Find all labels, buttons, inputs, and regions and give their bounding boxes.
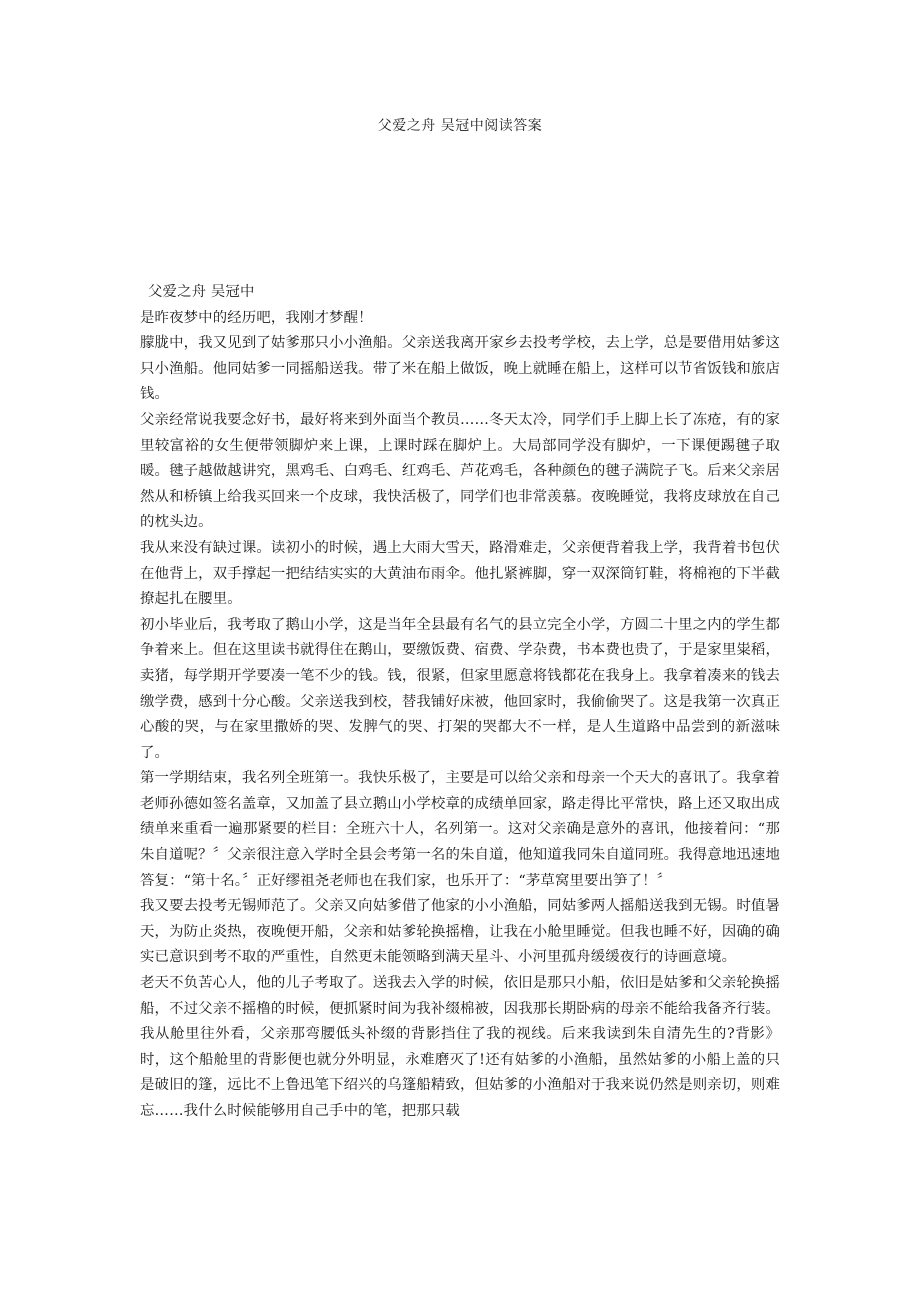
- article-body: [140, 280, 780, 1125]
- paragraph: 我从来没有缺过课。读初小的时候，遇上大雨大雪天，路滑难走，父亲便背着我上学，我背着书包伏在他背上，双手撑起一把结结实实的大黄油布雨伞。他扎紧裤脚，穿一双深筒钉鞋，将棉袍的下半截撩起扎在腰里。: [140, 539, 780, 608]
- document-title: 父爱之舟 吴冠中阅读答案: [377, 118, 543, 134]
- paragraph: 是昨夜梦中的经历吧，我刚才梦醒！: [140, 309, 373, 326]
- paragraph: 老天不负苦心人，他的儿子考取了。送我去入学的时候，依旧是那只小船，依旧是姑爹和父亲轮换摇船，不过父亲不摇橹的时候，便抓紧时间为我补缀棉被，因我那长期卧病的母亲不能给我备齐行装。我从舱里往外看，父亲那弯腰低头补缀的背影挡住了我的视线。后来我读到朱自清先生的?背影》时，这个船舱里的背影便也就分外明显，永难磨灭了!还有姑爹的小渔船，虽然姑爹的小船上盖的只是破旧的篷，远比不上鲁迅笔下绍兴的乌篷船精致，但姑爹的小渔船对于我来说仍然是则亲切，则难忘……我什么时候能够用自己手中的笔，把那只载: [140, 975, 780, 1119]
- paragraph: 第一学期结束，我名列全班第一。我快乐极了，主要是可以给父亲和母亲一个天大的喜讯了。我拿着老师孙德如签名盖章，又加盖了县立鹅山小学校章的成绩单回家，路走得比平常快，路上还又取出成绩单来重看一遍那紧要的栏目：全班六十人，名列第一。这对父亲确是意外的喜讯，他接着问：“那朱自道呢？〞父亲很注意入学时全县会考第一名的朱自道，他知道我同朱自道同班。我得意地迅速地答复：“第十名。〞正好缪祖尧老师也在我们家，也乐开了：“茅草窝里要出笋了！〞: [140, 770, 780, 889]
- article-heading: 父爱之舟 吴冠中: [148, 284, 255, 300]
- paragraph: 父亲经常说我要念好书，最好将来到外面当个教员……冬天太冷，同学们手上脚上长了冻疮，有的家里较富裕的女生便带领脚炉来上课，上课时踩在脚炉上。大局部同学没有脚炉，一下课便踢毽子取暖。毽子越做越讲究，黑鸡毛、白鸡毛、红鸡毛、芦花鸡毛，各种颜色的毽子满院子飞。后来父亲居然从和桥镇上给我买回来一个皮球，我快活极了，同学们也非常羡慕。夜晚睡觉，我将皮球放在自己的枕头边。: [140, 411, 780, 531]
- paragraph: 朦胧中，我又见到了姑爹那只小小渔船。父亲送我离开家乡去投考学校，去上学，总是要借用姑爹这只小渔船。他同姑爹一同摇船送我。带了米在船上做饭，晚上就睡在船上，这样可以节省饭钱和旅店钱。: [140, 335, 780, 403]
- paragraph: 我又要去投考无锡师范了。父亲又向姑爹借了他家的小小渔船，同姑爹两人摇船送我到无锡。时值暑天，为防止炎热，夜晚便开船，父亲和姑爹轮换摇橹，让我在小舱里睡觉。但我也睡不好，因确的确实已意识到考不取的严重性，自然更未能领略到满天星斗、小河里孤舟缓缓夜行的诗画意境。: [140, 898, 780, 966]
- paragraph: 初小毕业后，我考取了鹅山小学，这是当年全县最有名气的县立完全小学，方圆二十里之内的学生都争着来上。但在这里读书就得住在鹅山，要缴饭费、宿费、学杂费，书本费也贵了，于是家里粜稻，卖猪，每学期开学要凑一笔不少的钱。钱，很紧，但家里愿意将钱都花在我身上。我拿着凑来的钱去缴学费，感到十分心酸。父亲送我到校，替我铺好床被，他回家时，我偷偷哭了。这是我第一次真正心酸的哭，与在家里撒娇的哭、发脾气的哭、打架的哭都大不一样，是人生道路中品尝到的新滋味了。: [140, 616, 780, 761]
